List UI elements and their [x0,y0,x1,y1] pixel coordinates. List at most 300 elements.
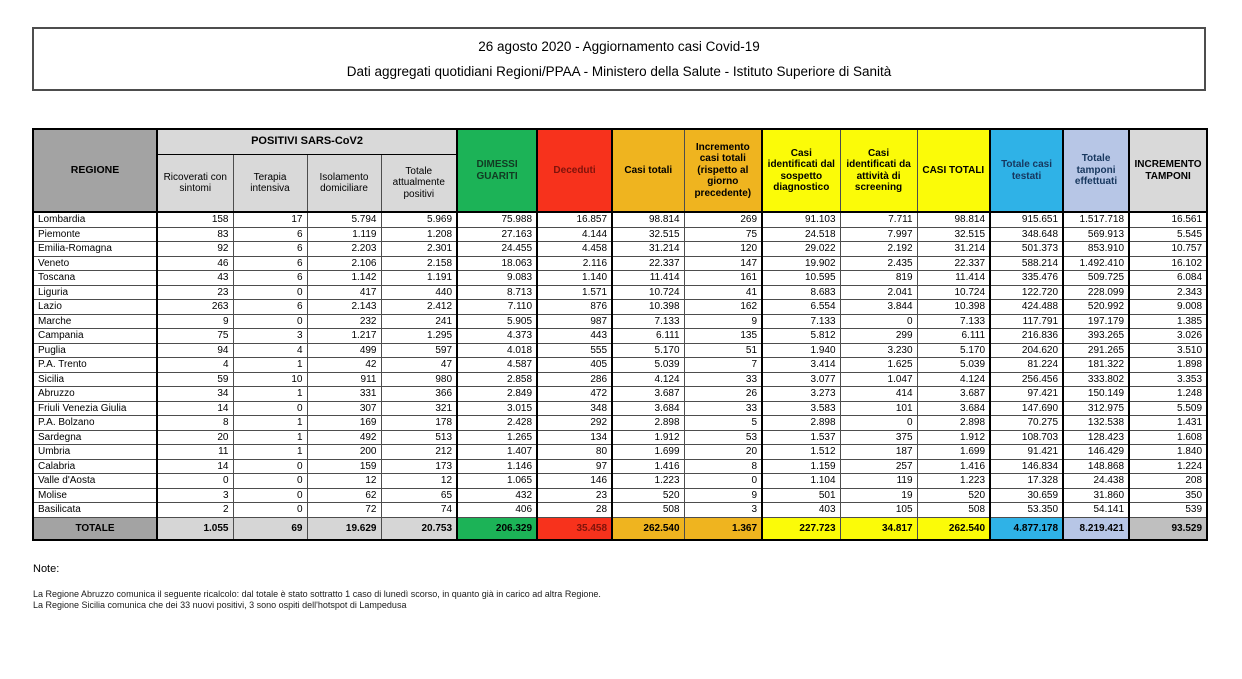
cell-totale-attualmente-positivi: 980 [381,372,457,387]
cell-dimessi-guariti: 2.858 [457,372,537,387]
region-name: Emilia-Romagna [33,242,157,257]
cell-casi-totali: 1.416 [612,459,684,474]
cell-totale-tamponi-effettuati: 150.149 [1063,387,1129,402]
table-row [33,227,1207,242]
cell-incremento-casi-totali: 120 [684,242,762,257]
cell-terapia-intensiva: 1 [233,416,307,431]
cell-casi-totali: 11.414 [612,271,684,286]
table-row [33,242,1207,257]
cell-casi-totali: 98.814 [612,212,684,227]
cell-totale-attualmente-positivi: 74 [381,503,457,518]
cell-incremento-casi-totali: 9 [684,488,762,503]
cell-totale-tamponi-effettuati: 54.141 [1063,503,1129,518]
cell-totale-casi-testati: 335.476 [990,271,1063,286]
table-row [33,329,1207,344]
cell-totale-tamponi-effettuati: 1.517.718 [1063,212,1129,227]
cell-casi-identificati-screening: 819 [840,271,917,286]
cell-incremento-casi-totali: 53 [684,430,762,445]
cell-incremento-tamponi: 1.431 [1129,416,1207,431]
cell-deceduti: 286 [537,372,612,387]
cell-totale-tamponi-effettuati: 128.423 [1063,430,1129,445]
cell-casi-totali-riepilogo: 7.133 [917,314,990,329]
table-row [33,285,1207,300]
region-name: Friuli Venezia Giulia [33,401,157,416]
cell-casi-totali: 7.133 [612,314,684,329]
cell-casi-totali: 32.515 [612,227,684,242]
cell-casi-identificati-sospetto-diagnostico: 1.159 [762,459,840,474]
col-header-totale-casi-testati: Totale casi testati [990,129,1063,212]
cell-dimessi-guariti: 8.713 [457,285,537,300]
cell-ricoverati-con-sintomi: 11 [157,445,233,460]
cell-casi-identificati-screening: 3.230 [840,343,917,358]
total-cell-dimessi-guariti: 206.329 [457,517,537,540]
table-row [33,358,1207,373]
cell-casi-totali: 3.687 [612,387,684,402]
cell-casi-totali: 3.684 [612,401,684,416]
cell-incremento-tamponi: 1.898 [1129,358,1207,373]
cell-dimessi-guariti: 432 [457,488,537,503]
cell-terapia-intensiva: 1 [233,387,307,402]
cell-deceduti: 80 [537,445,612,460]
region-name: P.A. Trento [33,358,157,373]
cell-totale-tamponi-effettuati: 181.322 [1063,358,1129,373]
cell-totale-tamponi-effettuati: 312.975 [1063,401,1129,416]
cell-deceduti: 405 [537,358,612,373]
cell-casi-totali-riepilogo: 11.414 [917,271,990,286]
cell-totale-tamponi-effettuati: 197.179 [1063,314,1129,329]
cell-dimessi-guariti: 4.018 [457,343,537,358]
cell-deceduti: 876 [537,300,612,315]
cell-totale-casi-testati: 81.224 [990,358,1063,373]
cell-incremento-casi-totali: 147 [684,256,762,271]
cell-casi-totali: 1.912 [612,430,684,445]
cell-incremento-casi-totali: 51 [684,343,762,358]
cell-casi-totali: 520 [612,488,684,503]
total-cell-casi-identificati-sospetto-diagnostico: 227.723 [762,517,840,540]
cell-casi-totali-riepilogo: 2.898 [917,416,990,431]
cell-casi-totali: 22.337 [612,256,684,271]
cell-ricoverati-con-sintomi: 2 [157,503,233,518]
cell-casi-totali-riepilogo: 3.684 [917,401,990,416]
cell-isolamento-domiciliare: 1.119 [307,227,381,242]
cell-casi-identificati-sospetto-diagnostico: 1.512 [762,445,840,460]
cell-casi-totali-riepilogo: 1.699 [917,445,990,460]
cell-casi-identificati-sospetto-diagnostico: 3.583 [762,401,840,416]
cell-deceduti: 292 [537,416,612,431]
cell-totale-casi-testati: 915.651 [990,212,1063,227]
cell-totale-tamponi-effettuati: 24.438 [1063,474,1129,489]
table-row [33,212,1207,227]
cell-casi-identificati-screening: 0 [840,416,917,431]
cell-ricoverati-con-sintomi: 46 [157,256,233,271]
cell-totale-casi-testati: 146.834 [990,459,1063,474]
cell-casi-identificati-screening: 101 [840,401,917,416]
cell-casi-identificati-screening: 2.435 [840,256,917,271]
cell-terapia-intensiva: 6 [233,300,307,315]
cell-casi-identificati-sospetto-diagnostico: 1.537 [762,430,840,445]
cell-casi-totali: 10.398 [612,300,684,315]
note-line-abruzzo: La Regione Abruzzo comunica il seguente ricalcolo: dal totale è stato sottratto 1 caso di lunedì scorso, in quanto già in carico ad altra Regione. [33,589,601,599]
total-cell-totale-casi-testati: 4.877.178 [990,517,1063,540]
cell-dimessi-guariti: 1.407 [457,445,537,460]
cell-casi-totali: 10.724 [612,285,684,300]
cell-ricoverati-con-sintomi: 92 [157,242,233,257]
cell-casi-totali-riepilogo: 10.398 [917,300,990,315]
cell-casi-identificati-screening: 19 [840,488,917,503]
cell-incremento-tamponi: 3.026 [1129,329,1207,344]
cell-deceduti: 1.140 [537,271,612,286]
cell-incremento-tamponi: 16.561 [1129,212,1207,227]
cell-totale-tamponi-effettuati: 520.992 [1063,300,1129,315]
cell-deceduti: 4.144 [537,227,612,242]
col-header-casi-totali: Casi totali [612,129,684,212]
cell-incremento-casi-totali: 75 [684,227,762,242]
cell-casi-identificati-sospetto-diagnostico: 19.902 [762,256,840,271]
cell-isolamento-domiciliare: 417 [307,285,381,300]
cell-incremento-tamponi: 3.353 [1129,372,1207,387]
group-header-positivi: POSITIVI SARS-CoV2 [157,129,457,155]
region-name: Marche [33,314,157,329]
cell-casi-totali: 5.039 [612,358,684,373]
cell-casi-identificati-screening: 187 [840,445,917,460]
cell-totale-tamponi-effettuati: 1.492.410 [1063,256,1129,271]
cell-incremento-tamponi: 5.545 [1129,227,1207,242]
cell-incremento-casi-totali: 33 [684,401,762,416]
cell-casi-identificati-screening: 119 [840,474,917,489]
cell-dimessi-guariti: 4.373 [457,329,537,344]
cell-totale-attualmente-positivi: 178 [381,416,457,431]
table-row [33,343,1207,358]
region-name: Campania [33,329,157,344]
title-line-1: 26 agosto 2020 - Aggiornamento casi Covid-19 [478,39,760,54]
cell-totale-tamponi-effettuati: 393.265 [1063,329,1129,344]
cell-casi-totali-riepilogo: 508 [917,503,990,518]
col-header-isolamento-domiciliare: Isolamento domiciliare [307,155,381,213]
cell-totale-attualmente-positivi: 1.191 [381,271,457,286]
cell-isolamento-domiciliare: 499 [307,343,381,358]
cell-totale-attualmente-positivi: 65 [381,488,457,503]
cell-dimessi-guariti: 7.110 [457,300,537,315]
cell-terapia-intensiva: 0 [233,314,307,329]
cell-casi-totali-riepilogo: 4.124 [917,372,990,387]
total-cell-incremento-tamponi: 93.529 [1129,517,1207,540]
col-header-totale-attualmente-positivi: Totale attualmente positivi [381,155,457,213]
cell-casi-totali-riepilogo: 10.724 [917,285,990,300]
cell-totale-tamponi-effettuati: 132.538 [1063,416,1129,431]
total-cell-casi-identificati-screening: 34.817 [840,517,917,540]
cell-casi-identificati-screening: 7.711 [840,212,917,227]
cell-casi-totali: 508 [612,503,684,518]
cell-totale-casi-testati: 204.620 [990,343,1063,358]
cell-ricoverati-con-sintomi: 3 [157,488,233,503]
cell-casi-totali-riepilogo: 5.039 [917,358,990,373]
total-cell-incremento-casi-totali: 1.367 [684,517,762,540]
total-label: TOTALE [33,517,157,540]
notes-section [33,563,1133,610]
cell-casi-identificati-sospetto-diagnostico: 91.103 [762,212,840,227]
cell-casi-identificati-screening: 257 [840,459,917,474]
region-name: Lazio [33,300,157,315]
cell-totale-casi-testati: 588.214 [990,256,1063,271]
cell-incremento-tamponi: 539 [1129,503,1207,518]
region-name: Calabria [33,459,157,474]
col-header-casi-totali-riepilogo: CASI TOTALI [917,129,990,212]
cell-isolamento-domiciliare: 232 [307,314,381,329]
cell-isolamento-domiciliare: 12 [307,474,381,489]
cell-casi-identificati-screening: 1.047 [840,372,917,387]
cell-isolamento-domiciliare: 2.106 [307,256,381,271]
cell-totale-tamponi-effettuati: 853.910 [1063,242,1129,257]
cell-ricoverati-con-sintomi: 9 [157,314,233,329]
title-line-2: Dati aggregati quotidiani Regioni/PPAA - Ministero della Salute - Istituto Superiore di Sanità [346,64,892,79]
region-name: Sardegna [33,430,157,445]
cell-incremento-casi-totali: 162 [684,300,762,315]
cell-isolamento-domiciliare: 72 [307,503,381,518]
region-name: Toscana [33,271,157,286]
table-row [33,503,1207,518]
cell-totale-attualmente-positivi: 1.208 [381,227,457,242]
cell-incremento-tamponi: 1.608 [1129,430,1207,445]
cell-totale-casi-testati: 108.703 [990,430,1063,445]
note-line-sicilia: La Regione Sicilia comunica che dei 33 nuovi positivi, 3 sono ospiti dell'hotspot di Lampedusa [33,599,407,610]
cell-casi-identificati-sospetto-diagnostico: 1.940 [762,343,840,358]
region-name: Umbria [33,445,157,460]
cell-incremento-casi-totali: 8 [684,459,762,474]
cell-totale-casi-testati: 216.836 [990,329,1063,344]
cell-totale-attualmente-positivi: 47 [381,358,457,373]
cell-terapia-intensiva: 4 [233,343,307,358]
cell-terapia-intensiva: 0 [233,474,307,489]
cell-totale-attualmente-positivi: 12 [381,474,457,489]
cell-isolamento-domiciliare: 159 [307,459,381,474]
cell-deceduti: 472 [537,387,612,402]
cell-casi-totali-riepilogo: 1.912 [917,430,990,445]
cell-casi-identificati-screening: 2.192 [840,242,917,257]
cell-deceduti: 97 [537,459,612,474]
total-cell-casi-totali: 262.540 [612,517,684,540]
cell-casi-identificati-screening: 375 [840,430,917,445]
cell-totale-tamponi-effettuati: 291.265 [1063,343,1129,358]
cell-terapia-intensiva: 10 [233,372,307,387]
region-name: Abruzzo [33,387,157,402]
cell-totale-attualmente-positivi: 513 [381,430,457,445]
cell-terapia-intensiva: 6 [233,256,307,271]
cell-incremento-casi-totali: 9 [684,314,762,329]
region-name: Liguria [33,285,157,300]
cell-casi-identificati-screening: 299 [840,329,917,344]
cell-isolamento-domiciliare: 169 [307,416,381,431]
cell-totale-casi-testati: 91.421 [990,445,1063,460]
cell-casi-totali: 1.699 [612,445,684,460]
cell-casi-identificati-sospetto-diagnostico: 6.554 [762,300,840,315]
cell-ricoverati-con-sintomi: 59 [157,372,233,387]
table-row [33,459,1207,474]
cell-isolamento-domiciliare: 2.203 [307,242,381,257]
col-header-totale-tamponi: Totale tamponi effettuati [1063,129,1129,212]
cell-incremento-tamponi: 2.343 [1129,285,1207,300]
total-cell-casi-totali-riepilogo: 262.540 [917,517,990,540]
cell-totale-casi-testati: 97.421 [990,387,1063,402]
cell-casi-identificati-sospetto-diagnostico: 24.518 [762,227,840,242]
cell-dimessi-guariti: 1.065 [457,474,537,489]
col-header-casi-screening: Casi identificati da attività di screening [840,129,917,212]
covid-data-table [32,128,1208,541]
col-header-incremento-tamponi: INCREMENTO TAMPONI [1129,129,1207,212]
cell-casi-identificati-sospetto-diagnostico: 5.812 [762,329,840,344]
cell-dimessi-guariti: 5.905 [457,314,537,329]
cell-casi-totali: 1.223 [612,474,684,489]
cell-casi-identificati-screening: 0 [840,314,917,329]
cell-casi-identificati-screening: 2.041 [840,285,917,300]
cell-deceduti: 4.458 [537,242,612,257]
cell-totale-tamponi-effettuati: 509.725 [1063,271,1129,286]
region-name: Puglia [33,343,157,358]
cell-incremento-casi-totali: 161 [684,271,762,286]
cell-totale-tamponi-effettuati: 31.860 [1063,488,1129,503]
cell-incremento-tamponi: 6.084 [1129,271,1207,286]
cell-casi-identificati-sospetto-diagnostico: 7.133 [762,314,840,329]
table-row [33,314,1207,329]
cell-incremento-casi-totali: 269 [684,212,762,227]
cell-deceduti: 134 [537,430,612,445]
cell-totale-attualmente-positivi: 1.295 [381,329,457,344]
cell-terapia-intensiva: 17 [233,212,307,227]
cell-ricoverati-con-sintomi: 8 [157,416,233,431]
cell-casi-totali: 31.214 [612,242,684,257]
cell-ricoverati-con-sintomi: 94 [157,343,233,358]
total-cell-totale-attualmente-positivi: 20.753 [381,517,457,540]
cell-incremento-tamponi: 10.757 [1129,242,1207,257]
cell-casi-totali-riepilogo: 1.223 [917,474,990,489]
cell-incremento-tamponi: 5.509 [1129,401,1207,416]
cell-isolamento-domiciliare: 1.142 [307,271,381,286]
cell-casi-identificati-sospetto-diagnostico: 10.595 [762,271,840,286]
cell-ricoverati-con-sintomi: 23 [157,285,233,300]
region-name: Molise [33,488,157,503]
table-body [33,212,1207,517]
region-name: P.A. Bolzano [33,416,157,431]
cell-totale-tamponi-effettuati: 569.913 [1063,227,1129,242]
cell-casi-totali: 5.170 [612,343,684,358]
cell-isolamento-domiciliare: 42 [307,358,381,373]
region-name: Sicilia [33,372,157,387]
cell-terapia-intensiva: 3 [233,329,307,344]
cell-terapia-intensiva: 6 [233,227,307,242]
cell-totale-casi-testati: 147.690 [990,401,1063,416]
cell-casi-identificati-sospetto-diagnostico: 2.898 [762,416,840,431]
cell-casi-identificati-sospetto-diagnostico: 3.273 [762,387,840,402]
cell-totale-attualmente-positivi: 366 [381,387,457,402]
table-row [33,474,1207,489]
cell-incremento-tamponi: 3.510 [1129,343,1207,358]
total-cell-totale-tamponi-effettuati: 8.219.421 [1063,517,1129,540]
col-header-deceduti: Deceduti [537,129,612,212]
cell-dimessi-guariti: 2.849 [457,387,537,402]
cell-incremento-tamponi: 9.008 [1129,300,1207,315]
cell-isolamento-domiciliare: 62 [307,488,381,503]
cell-totale-tamponi-effettuati: 146.429 [1063,445,1129,460]
table-row [33,271,1207,286]
cell-dimessi-guariti: 406 [457,503,537,518]
col-header-casi-sospetto-diagnostico: Casi identificati dal sospetto diagnostico [762,129,840,212]
cell-terapia-intensiva: 0 [233,285,307,300]
cell-deceduti: 23 [537,488,612,503]
cell-incremento-tamponi: 1.385 [1129,314,1207,329]
cell-incremento-tamponi: 16.102 [1129,256,1207,271]
cell-totale-casi-testati: 17.328 [990,474,1063,489]
cell-casi-identificati-screening: 105 [840,503,917,518]
cell-isolamento-domiciliare: 200 [307,445,381,460]
cell-ricoverati-con-sintomi: 158 [157,212,233,227]
cell-ricoverati-con-sintomi: 83 [157,227,233,242]
cell-dimessi-guariti: 9.083 [457,271,537,286]
cell-totale-attualmente-positivi: 597 [381,343,457,358]
col-header-regione: REGIONE [33,129,157,212]
cell-deceduti: 555 [537,343,612,358]
cell-ricoverati-con-sintomi: 20 [157,430,233,445]
cell-totale-attualmente-positivi: 2.412 [381,300,457,315]
col-header-incremento-casi-totali: Incremento casi totali (rispetto al giorno precedente) [684,129,762,212]
cell-casi-identificati-screening: 414 [840,387,917,402]
cell-incremento-casi-totali: 3 [684,503,762,518]
cell-incremento-tamponi: 208 [1129,474,1207,489]
cell-casi-identificati-sospetto-diagnostico: 3.414 [762,358,840,373]
covid-table-wrapper [32,128,1208,541]
total-cell-ricoverati-con-sintomi: 1.055 [157,517,233,540]
cell-deceduti: 1.571 [537,285,612,300]
cell-dimessi-guariti: 18.063 [457,256,537,271]
table-row [33,387,1207,402]
cell-totale-tamponi-effettuati: 228.099 [1063,285,1129,300]
cell-totale-casi-testati: 501.373 [990,242,1063,257]
cell-terapia-intensiva: 0 [233,488,307,503]
cell-totale-attualmente-positivi: 321 [381,401,457,416]
table-row [33,488,1207,503]
cell-totale-casi-testati: 122.720 [990,285,1063,300]
cell-totale-casi-testati: 348.648 [990,227,1063,242]
cell-totale-attualmente-positivi: 173 [381,459,457,474]
cell-casi-totali-riepilogo: 520 [917,488,990,503]
cell-casi-totali-riepilogo: 31.214 [917,242,990,257]
table-row [33,372,1207,387]
cell-terapia-intensiva: 1 [233,430,307,445]
cell-casi-totali-riepilogo: 22.337 [917,256,990,271]
cell-dimessi-guariti: 1.146 [457,459,537,474]
cell-ricoverati-con-sintomi: 75 [157,329,233,344]
col-header-terapia-intensiva: Terapia intensiva [233,155,307,213]
cell-incremento-tamponi: 1.248 [1129,387,1207,402]
cell-dimessi-guariti: 2.428 [457,416,537,431]
cell-casi-totali: 4.124 [612,372,684,387]
cell-casi-identificati-sospetto-diagnostico: 403 [762,503,840,518]
region-name: Valle d'Aosta [33,474,157,489]
cell-dimessi-guariti: 3.015 [457,401,537,416]
notes-heading: Note: [33,563,60,575]
cell-incremento-casi-totali: 33 [684,372,762,387]
cell-casi-totali-riepilogo: 6.111 [917,329,990,344]
cell-totale-attualmente-positivi: 2.301 [381,242,457,257]
cell-totale-casi-testati: 70.275 [990,416,1063,431]
cell-totale-tamponi-effettuati: 148.868 [1063,459,1129,474]
table-row [33,416,1207,431]
cell-terapia-intensiva: 1 [233,445,307,460]
total-cell-isolamento-domiciliare: 19.629 [307,517,381,540]
cell-totale-casi-testati: 30.659 [990,488,1063,503]
total-cell-terapia-intensiva: 69 [233,517,307,540]
cell-totale-attualmente-positivi: 241 [381,314,457,329]
cell-casi-totali-riepilogo: 32.515 [917,227,990,242]
cell-ricoverati-con-sintomi: 43 [157,271,233,286]
